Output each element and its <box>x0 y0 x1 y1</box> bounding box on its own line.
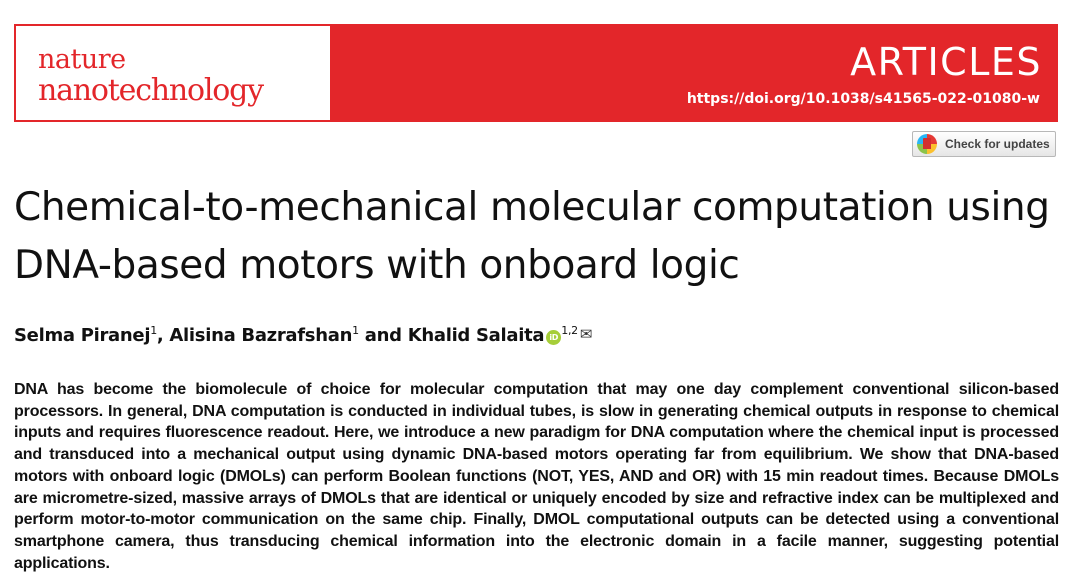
author-separator: , <box>156 325 170 346</box>
orcid-icon[interactable]: iD <box>546 330 561 345</box>
logo-text-nature: nature <box>38 44 126 75</box>
author-name[interactable]: Alisina Bazrafshan <box>169 325 353 346</box>
journal-logo[interactable] <box>16 26 330 120</box>
crossmark-icon <box>917 134 937 154</box>
article-abstract: DNA has become the biomolecule of choice for molecular computation that may one day complement conventional silicon-based processors. In general, DNA computation is conducted in individual tubes, is slow in generating chemical outputs in response to chemical inputs and requires fluorescence readout. Here, we introduce a new paradigm for DNA computation where the chemical input is processed and transduced into a mechanical output using dynamic DNA-based motors operating far from equilibrium. We show that DNA-based motors with onboard logic (DMOLs) can perform Boolean functions (NOT, YES, AND and OR) with 15 min readout times. Because DMOLs are micrometre-sized, massive arrays of DMOLs that are identical or uniquely encoded by size and refractive index can be multiplexed and perform motor-to-motor communication on the same chip. Finally, DMOL computational outputs can be detected using a conventional smartphone camera, thus transducing chemical information into the electronic domain in a facile manner, suggesting potential applications. <box>14 381 1059 572</box>
check-for-updates-button[interactable] <box>912 131 1056 157</box>
logo-text-nanotechnology: nanotechnology <box>38 73 263 108</box>
author-affiliation: 1,2 <box>561 324 578 337</box>
author-separator: and <box>358 325 408 346</box>
author-name[interactable]: Khalid Salaita <box>407 325 545 346</box>
author-affiliation: 1 <box>352 324 359 337</box>
section-label: ARTICLES <box>850 40 1042 84</box>
doi-link[interactable]: https://doi.org/10.1038/s41565-022-01080-w <box>686 91 1040 107</box>
check-for-updates-label: Check for updates <box>945 137 1050 151</box>
journal-header-bar <box>14 24 1058 122</box>
author-list <box>14 324 592 346</box>
author-name[interactable]: Selma Piranej <box>14 325 151 346</box>
article-title: Chemical-to-mechanical molecular computation using DNA-based motors with onboard logic <box>14 185 1050 288</box>
mail-icon[interactable]: ✉ <box>579 325 593 343</box>
author-affiliation: 1 <box>150 324 157 337</box>
